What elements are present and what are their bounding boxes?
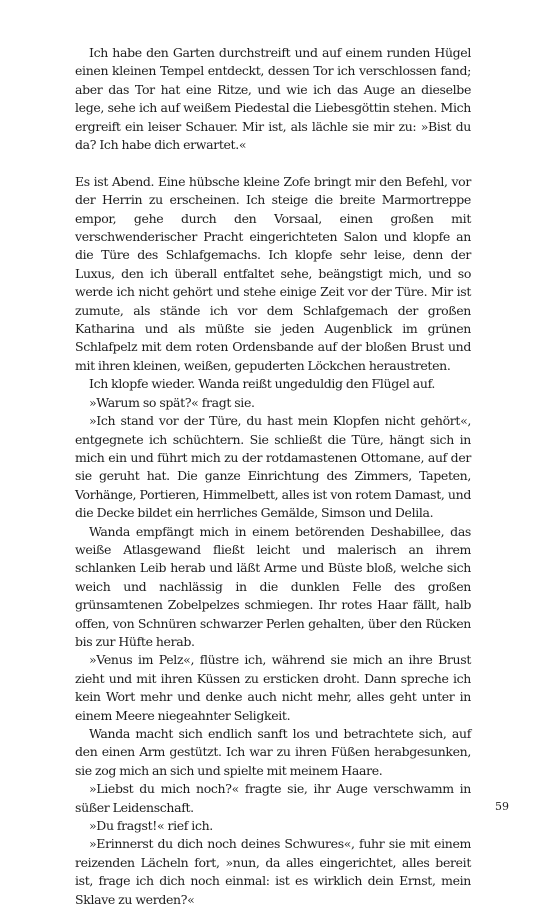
paragraph: »Venus im Pelz«, flüstre ich, während sie mich an ihre Brust zieht und mit ihren Küssen zu ersticken droht. Dann spreche ich kein Wort mehr und denke auch nicht mehr, alles geht unter in einem Meere niegeahnter Seligkeit. — [75, 652, 471, 723]
paragraph: »Erinnerst du dich noch deines Schwures«, fuhr sie mit einem reizenden Lächeln fort, »nun, da alles eingerichtet, alles bereit ist, frage ich dich noch einmal: ist es wirklich dein Ernst, mein Sklave zu werden?« — [75, 836, 471, 907]
paragraph: Wanda empfängt mich in einem betörenden Deshabillee, das weiße Atlasgewand fließt leicht und malerisch an ihrem schlanken Leib herab und läßt Arme und Büste bloß, welche sich weich und nachlässig in die dunklen Felle des großen grünsamtenen Zobelpelzes schmiegen. Ihr rotes Haar fällt, halb offen, von Schnüren schwarzer Perlen gehalten, über den Rücken bis zur Hüfte herab. — [75, 523, 471, 649]
paragraph: Ich klopfe wieder. Wanda reißt ungeduldig den Flügel auf. — [89, 376, 436, 392]
paragraph: Es ist Abend. Eine hübsche kleine Zofe bringt mir den Befehl, vor der Herrin zu erscheinen. Ich steige die breite Marmortreppe empor, gehe durch den Vorsaal, einen großen mit verschwenderischer Pracht eingerichteten Salon und klopfe an die Türe des Schlafgemachs. Ich klopfe sehr leise, denn der Luxus, den ich überall entfaltet sehe, beängstigt mich, und so werde ich nicht gehört und stehe einige Zeit vor der Türe. Mir ist zumute, als stände ich vor dem Schlafgemach der großen Katharina und als müßte sie jeden Augenblick im grünen Schlafpelz mit dem roten Ordensbande auf der bloßen Brust und mit ihren kleinen, weißen, gepuderten Löckchen heraustreten. — [75, 173, 471, 373]
page-number: 59 — [495, 800, 509, 813]
body-text — [75, 44, 471, 909]
paragraph: »Du fragst!« rief ich. — [89, 818, 213, 834]
paragraph: Wanda macht sich endlich sanft los und betrachtete sich, auf den einen Arm gestützt. Ich war zu ihren Füßen herabgesunken, sie zog mich an sich und spielte mit meinem Haare. — [75, 726, 471, 778]
paragraph: »Warum so spät?« fragt sie. — [89, 394, 255, 410]
paragraph: »Ich stand vor der Türe, du hast mein Klopfen nicht gehört«, entgegnete ich schüchtern. Sie schließt die Türe, hängt sich in mich ein und führt mich zu der rotdamastenen Ottomane, auf der sie geruht hat. Die ganze Einrichtung des Zimmers, Tapeten, Vorhänge, Portieren, Himmelbett, alles ist von rotem Damast, und die Decke bildet ein herrliches Gemälde, Simson und Delila. — [75, 413, 471, 521]
paragraph: »Liebst du mich noch?« fragte sie, ihr Auge verschwamm in süßer Leidenschaft. — [75, 781, 471, 815]
paragraph: Ich habe den Garten durchstreift und auf einem runden Hügel einen kleinen Tempel entdeckt, dessen Tor ich verschlossen fand; aber das Tor hat eine Ritze, und wie ich das Auge an dieselbe lege, sehe ich auf weißem Piedestal die Liebesgöttin stehen. Mich ergreift ein leiser Schauer. Mir ist, als lächle sie mir zu: »Bist du da? Ich habe dich erwartet.« — [75, 45, 471, 153]
